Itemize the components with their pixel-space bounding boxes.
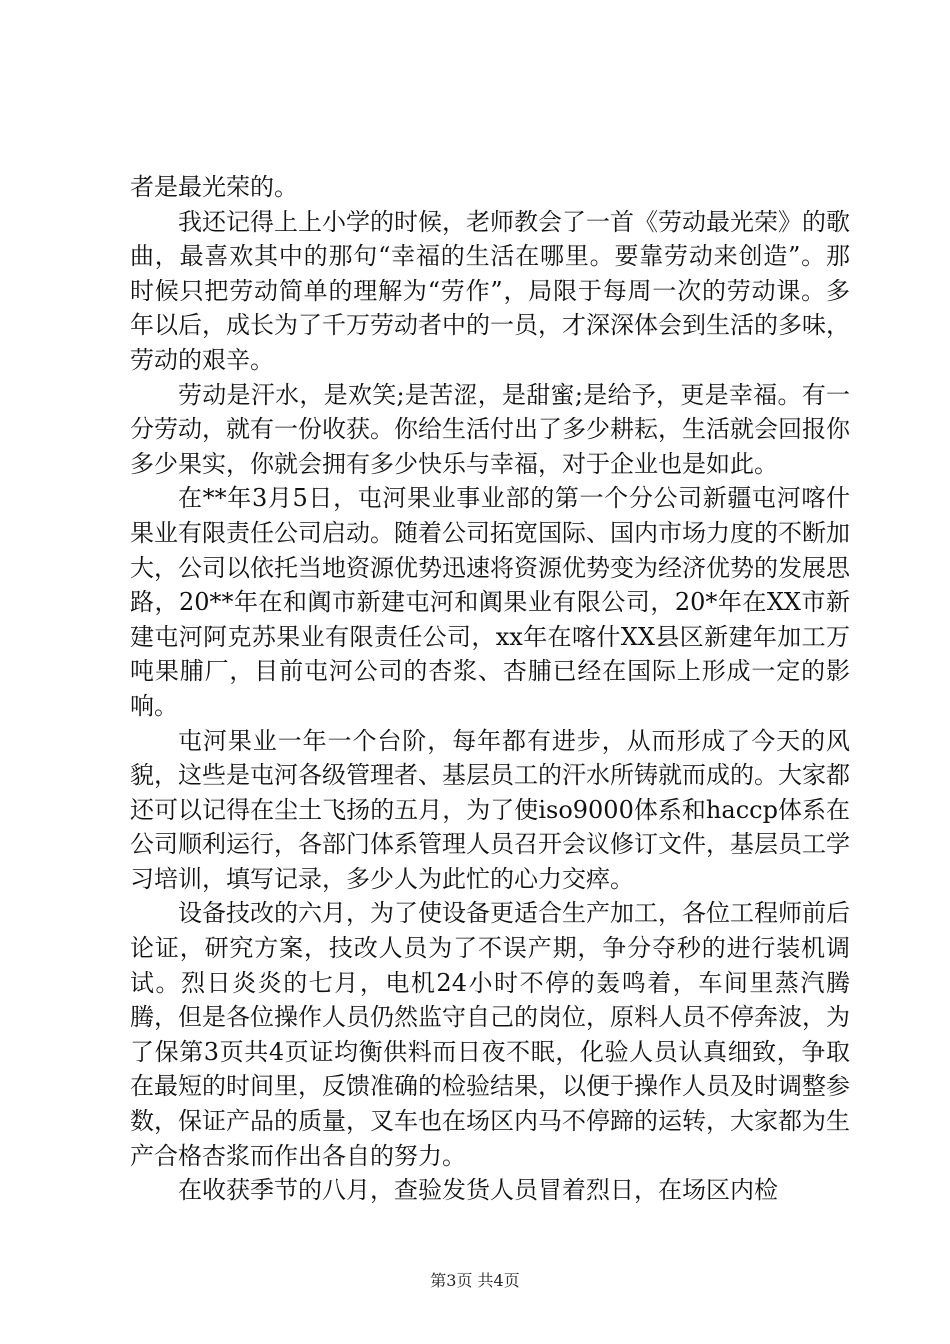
- page-number-footer: 第3页 共4页: [430, 1271, 520, 1290]
- document-body: [130, 170, 850, 1208]
- paragraph: 劳动是汗水，是欢笑;是苦涩，是甜蜜;是给予，更是幸福。有一分劳动，就有一份收获。你给生活付出了多少耕耘，生活就会回报你多少果实，你就会拥有多少快乐与幸福，对于企业也是如此。: [130, 380, 850, 478]
- paragraph: 我还记得上上小学的时候，老师教会了一首《劳动最光荣》的歌曲，最喜欢其中的那句“幸福的生活在哪里。要靠劳动来创造”。那时候只把劳动简单的理解为“劳作”，局限于每周一次的劳动课。多年以后，成长为了千万劳动者中的一员，才深深体会到生活的多味，劳动的艰辛。: [130, 207, 850, 374]
- paragraph: 屯河果业一年一个台阶，每年都有进步，从而形成了今天的风貌，这些是屯河各级管理者、基层员工的汗水所铸就而成的。大家都还可以记得在尘土飞扬的五月，为了使iso9000体系和haccp体系在公司顺利运行，各部门体系管理人员召开会议修订文件，基层员工学习培训，填写记录，多少人为此忙的心力交瘁。: [130, 726, 850, 893]
- paragraph: 设备技改的六月，为了使设备更适合生产加工，各位工程师前后论证，研究方案，技改人员为了不误产期，争分夺秒的进行装机调试。烈日炎炎的七月，电机24小时不停的轰鸣着，车间里蒸汽腾腾，但是各位操作人员仍然监守自己的岗位，原料人员不停奔波，为了保第3页共4页证均衡供料而日夜不眠，化验人员认真细致，争取在最短的时间里，反馈准确的检验结果，以便于操作人员及时调整参数，保证产品的质量，叉车也在场区内马不停蹄的运转，大家都为生产合格杏浆而作出各自的努力。: [130, 899, 850, 1170]
- paragraph: 在**年3月5日，屯河果业事业部的第一个分公司新疆屯河喀什果业有限责任公司启动。随着公司拓宽国际、国内市场力度的不断加大，公司以依托当地资源优势迅速将资源优势变为经济优势的发展思路，20**年在和阗市新建屯河和阗果业有限公司，20*年在XX市新建屯河阿克苏果业有限责任公司，xx年在喀什XX县区新建年加工万吨果脯厂，目前屯河公司的杏浆、杏脯已经在国际上形成一定的影响。: [130, 484, 850, 720]
- paragraph: 在收获季节的八月，查验发货人员冒着烈日，在场区内检: [178, 1176, 778, 1205]
- paragraph-continuation: 者是最光荣的。: [130, 173, 298, 201]
